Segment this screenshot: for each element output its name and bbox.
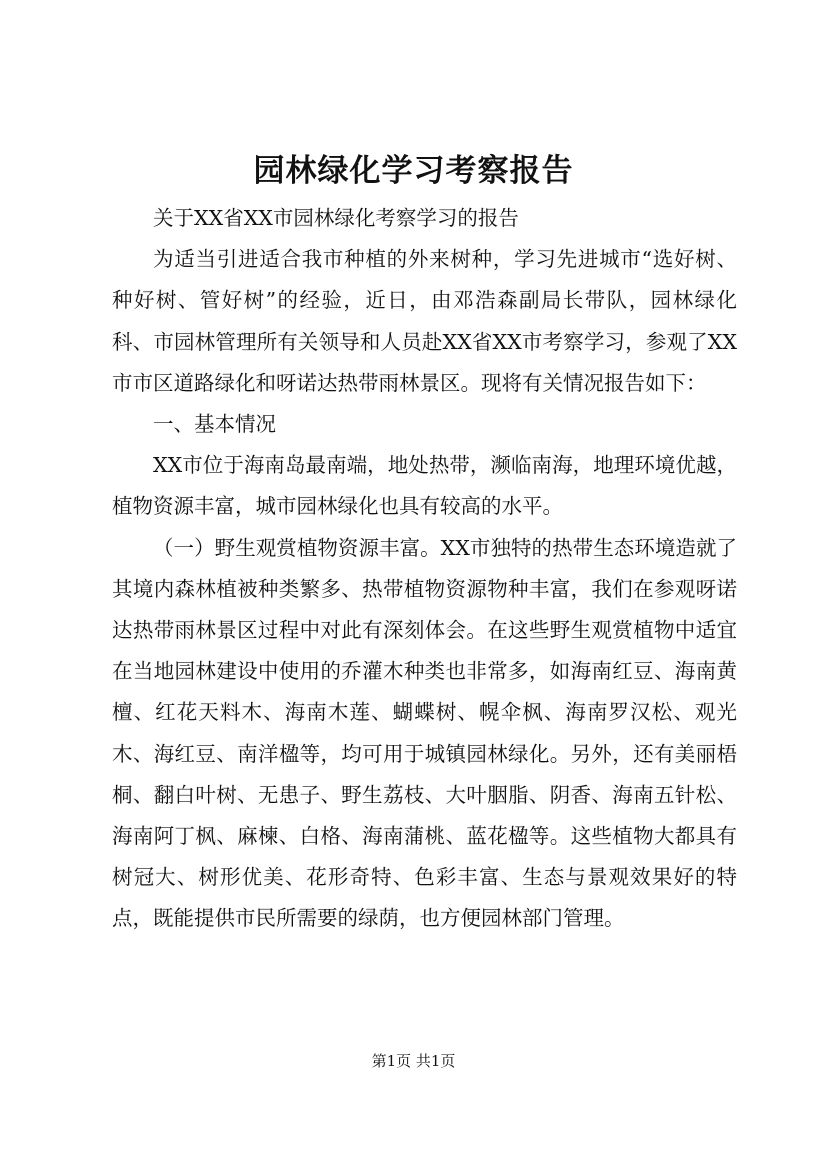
section-heading-basic-situation: 一、基本情况 (153, 412, 276, 437)
document-title: 园林绿化学习考察报告 (253, 153, 574, 189)
document-body (112, 198, 737, 940)
paragraph-report-heading: 关于XX省XX市园林绿化考察学习的报告 (153, 206, 519, 230)
page-number-footer: 第1页 共1页 (371, 1052, 456, 1070)
paragraph-intro: 为适当引进适合我市种植的外来树种，学习先进城市“选好树、种好树、管好树”的经验，近日，由邓浩森副局长带队，园林绿化科、市园林管理所有关领导和人员赴XX省XX市考察学习，参观了XX市市区道路绿化和呀诺达热带雨林景区。现将有关情况报告如下： (112, 247, 737, 395)
paragraph-wild-plants: （一）野生观赏植物资源丰富。XX市独特的热带生态环境造就了其境内森林植被种类繁多、热带植物资源物种丰富，我们在参观呀诺达热带雨林景区过程中对此有深刻体会。在这些野生观赏植物中适宜在当地园林建设中使用的乔灌木种类也非常多，如海南红豆、海南黄檀、红花天料木、海南木莲、蝴蝶树、幌伞枫、海南罗汉松、观光木、海红豆、南洋楹等，均可用于城镇园林绿化。另外，还有美丽梧桐、翻白叶树、无患子、野生荔枝、大叶胭脂、阴香、海南五针松、海南阿丁枫、麻楝、白格、海南蒲桃、蓝花楹等。这些植物大都具有树冠大、树形优美、花形奇特、色彩丰富、生态与景观效果好的特点，既能提供市民所需要的绿荫，也方便园林部门管理。 (112, 535, 737, 931)
paragraph-city-overview: XX市位于海南岛最南端，地处热带，濒临南海，地理环境优越，植物资源丰富，城市园林绿化也具有较高的水平。 (112, 453, 737, 519)
